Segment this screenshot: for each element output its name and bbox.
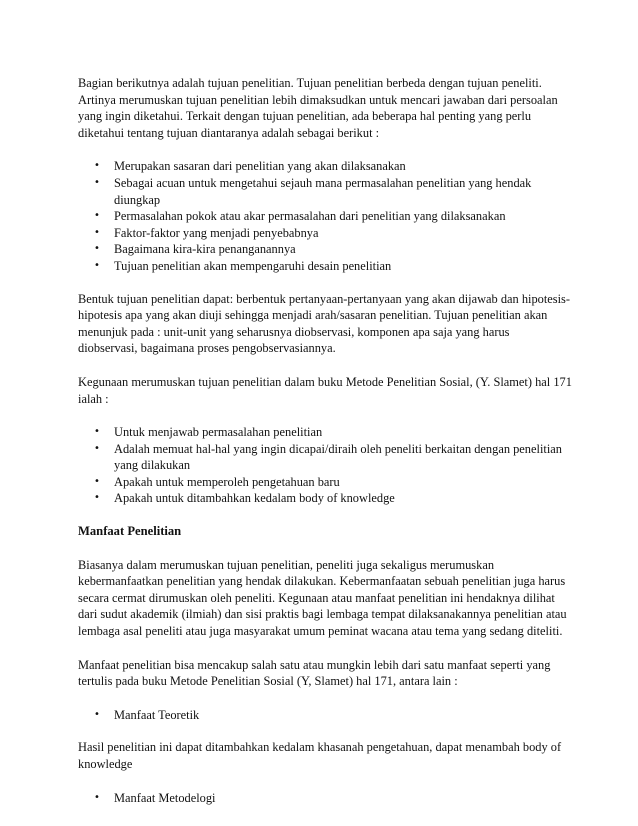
list-item: • Permasalahan pokok atau akar permasalahan dari penelitian yang dilaksanakan	[78, 208, 572, 225]
manfaat-cakupan-paragraph: Manfaat penelitian bisa mencakup salah satu atau mungkin lebih dari satu manfaat seperti yang tertulis pada buku Metode Penelitian Sosial (Y, Slamet) hal 171, antara lain :	[78, 657, 551, 689]
manfaat-paragraph: Biasanya dalam merumuskan tujuan penelitian, peneliti juga sekaligus merumuskan kebermanfaatkan penelitian yang hendak dilakukan. Kebermanfaatan sebuah penelitian juga harus secara cermat dirumuskan oleh peneliti. Kegunaan atau manfaat penelitian ini hendaknya dilihat dari sudut akademik (ilmiah) dan sisi praktis bagi lembaga tempat dilaksanakannya penelitian atau lembaga asal peneliti atau juga masyarakat umum peminat wacana atau tema yang sedang diteliti.	[78, 557, 567, 639]
list-item: • Untuk menjawab permasalahan penelitian	[78, 424, 572, 441]
list-item: • Tujuan penelitian akan mempengaruhi desain penelitian	[78, 258, 572, 275]
hasil-penelitian-paragraph: Hasil penelitian ini dapat ditambahkan kedalam khasanah pengetahuan, dapat menambah body of knowledge	[78, 740, 562, 771]
kegunaan-paragraph: Kegunaan merumuskan tujuan penelitian dalam buku Metode Penelitian Sosial, (Y. Slamet) hal 171 ialah :	[78, 374, 572, 406]
list-item: • Merupakan sasaran dari penelitian yang akan dilaksanakan	[78, 158, 572, 175]
bentuk-tujuan-paragraph: Bentuk tujuan penelitian dapat: berbentuk pertanyaan-pertanyaan yang akan dijawab dan hipotesis-hipotesis apa yang akan diuji sehingga menjadi arah/sasaran penelitian. Tujuan penelitian akan menunjuk pada : unit-unit yang seharusnya diobservasi, komponen apa saja yang harus diobservasi, bagaimana proses pengobservasiannya.	[78, 291, 571, 356]
kegunaan-list	[78, 424, 572, 507]
section-heading: Manfaat Penelitian	[78, 524, 182, 539]
manfaat-metodelogi-list	[78, 790, 572, 807]
list-item: • Apakah untuk ditambahkan kedalam body of knowledge	[78, 490, 572, 507]
intro-paragraph: Bagian berikutnya adalah tujuan penelitian. Tujuan penelitian berbeda dengan tujuan peneliti. Artinya merumuskan tujuan penelitian lebih dimaksudkan untuk mencari jawaban dari persoalan yang ingin diketahui. Terkait dengan tujuan penelitian, ada beberapa hal penting yang perlu diketahui tentang tujuan diantaranya adalah sebagai berikut :	[78, 76, 558, 140]
list-item: • Adalah memuat hal-hal yang ingin dicapai/diraih oleh peneliti berkaitan dengan penelitian yang dilakukan	[78, 441, 572, 474]
list-item: • Faktor-faktor yang menjadi penyebabnya	[78, 225, 572, 242]
manfaat-teoretik-list	[78, 707, 572, 724]
list-item: • Manfaat Metodelogi	[78, 790, 572, 807]
list-item: • Sebagai acuan untuk mengetahui sejauh mana permasalahan penelitian yang hendak diungkap	[78, 175, 572, 208]
list-item: • Bagaimana kira-kira penanganannya	[78, 241, 572, 258]
document-page	[78, 75, 572, 822]
list-item: • Manfaat Teoretik	[78, 707, 572, 724]
list-item: • Apakah untuk memperoleh pengetahuan baru	[78, 474, 572, 491]
tujuan-list	[78, 158, 572, 274]
